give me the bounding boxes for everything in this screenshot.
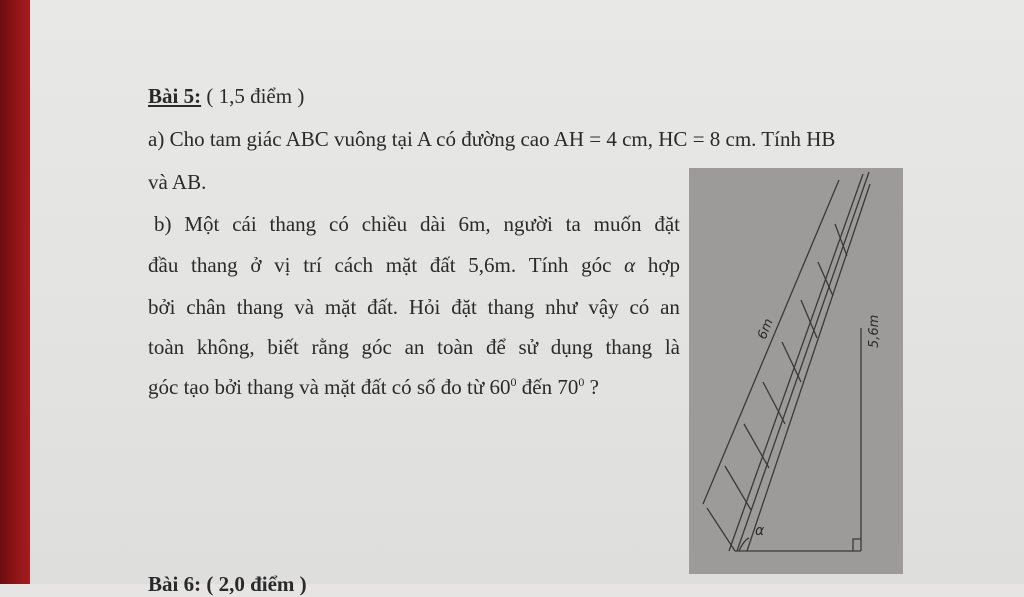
word: mặt [324,295,357,319]
part-b-line-1 [154,214,680,235]
word: cái [232,212,257,236]
ladder-rail-outer [737,172,869,551]
ladder-foot-line [707,508,735,551]
word: sử [518,335,539,359]
word: bởi [148,295,176,319]
problem-points: ( 1,5 điểm ) [206,84,305,108]
word: rằng [311,335,349,359]
ladder-figure [689,168,903,574]
word: vậy [588,295,619,319]
word: có [329,212,349,236]
word: đầu [148,253,179,277]
word: an [404,335,425,359]
word: người [503,212,553,236]
word: có [629,295,650,319]
word: biết [267,335,299,359]
word: 5,6m. [468,253,517,277]
word: thang [269,212,317,236]
word: thang [236,295,284,319]
word: chân [186,295,226,319]
word: thang [605,335,653,359]
word: an [660,295,680,319]
part-a-line-2: và AB. [148,170,207,194]
ladder-length-label: 6m [755,316,777,342]
part-a-line-1: a) Cho tam giác ABC vuông tại A có đường cao AH = 4 cm, HC = 8 cm. Tính HB [148,127,836,151]
word: muốn [593,212,642,236]
word: đất [429,253,456,277]
word: b) [154,212,172,236]
degree-mark: 0 [510,375,517,389]
red-folder-edge [0,0,30,584]
angle-range-middle: đến 70 [516,375,579,399]
word: 6m, [458,212,491,236]
word: ta [565,212,581,236]
word: là [664,335,680,359]
word: chiều [361,212,408,236]
word: mặt [385,253,418,277]
word: không, [196,335,255,359]
word: α [624,253,636,277]
word: dài [420,212,446,236]
word: toàn [148,335,185,359]
ladder-rung [744,424,769,468]
word: ở [250,253,262,277]
right-angle-mark [853,539,861,551]
part-b-line-4 [148,337,680,358]
word: đặt [451,295,477,319]
ladder-rung [818,262,833,296]
word: và [294,295,315,319]
height-label: 5,6m [867,314,882,348]
part-b-line-3 [148,297,680,318]
ladder-side-rail [703,180,839,504]
angle-range-suffix: ? [584,375,599,399]
word: thang [191,253,238,277]
word: như [545,295,578,319]
word: đất. [367,295,399,319]
angle-range-prefix: góc tạo bởi thang và mặt đất có số đo từ 60 [148,375,511,399]
next-problem-heading-cutoff: Bài 6: ( 2,0 điểm ) [148,572,307,596]
problem-number: Bài 5: [148,84,202,108]
word: Hỏi [408,295,441,319]
word: hợp [647,253,680,277]
problem-heading [148,86,304,107]
word: đặt [654,212,680,236]
angle-alpha-label: α [755,523,765,539]
word: thang [487,295,535,319]
part-b-line-2 [148,255,680,276]
word: dụng [550,335,593,359]
word: góc [361,335,392,359]
ladder-diagram [689,168,903,574]
ladder-rail-front [747,184,870,551]
word: để [485,335,506,359]
ladder-rungs [725,224,847,510]
word: Tính [528,253,569,277]
word: vị [274,253,291,277]
degree-mark: 0 [578,375,585,389]
word: Một [184,212,220,236]
ladder-rung [801,300,817,338]
word: cách [334,253,374,277]
word: trí [303,253,322,277]
ladder-rung [725,466,751,510]
word: toàn [437,335,474,359]
part-b-line-5 [148,377,599,398]
word: góc [581,253,612,277]
ladder-rail-inner [729,174,863,551]
